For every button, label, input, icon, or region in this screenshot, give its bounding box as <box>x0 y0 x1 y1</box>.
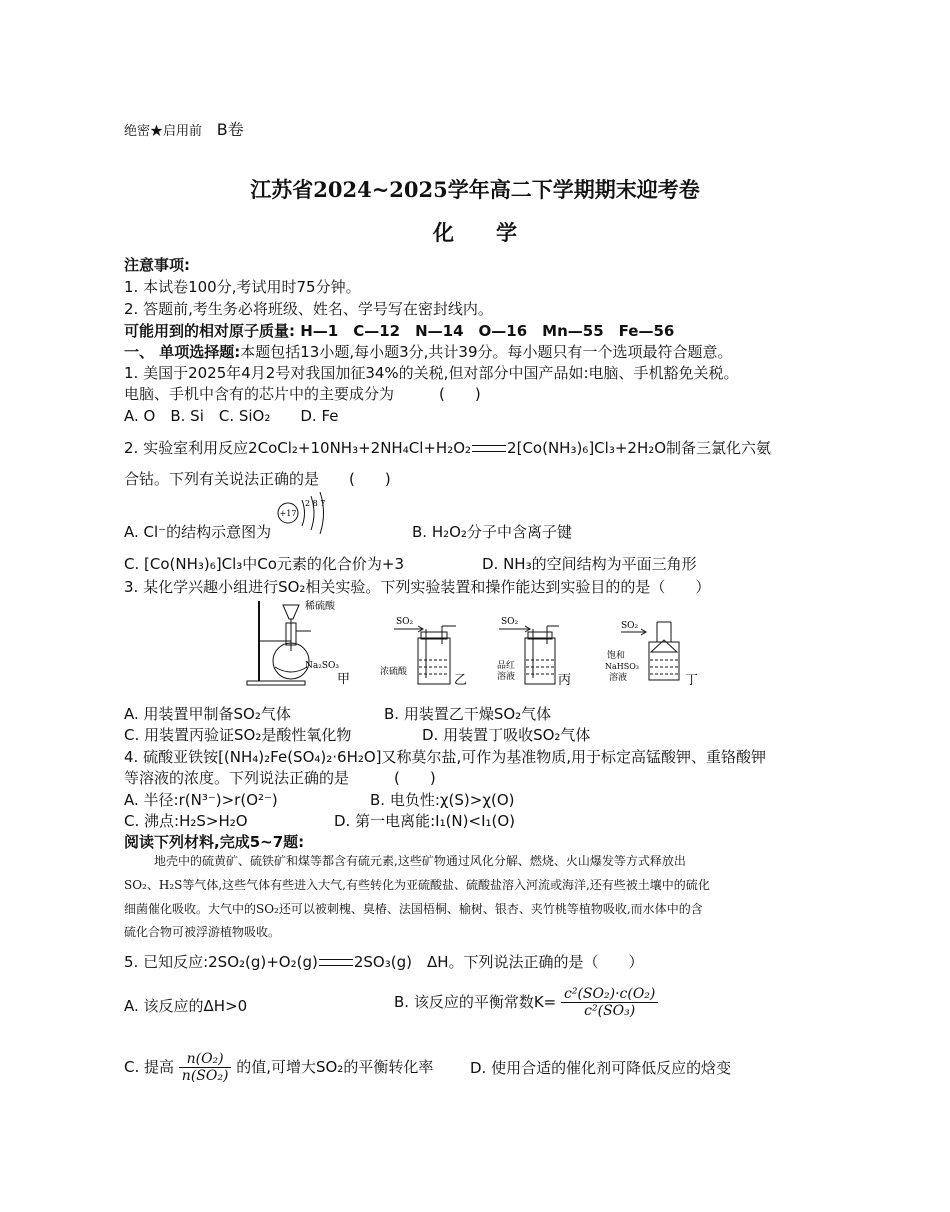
equilibrium-sign <box>472 445 506 452</box>
q5-stem-pre: 5. 已知反应:2SO₂(g)+O₂(g) <box>124 953 318 971</box>
q5-option-d: D. 使用合适的催化剂可降低反应的焓变 <box>470 1059 732 1077</box>
ding-gas-label: SO₂ <box>621 621 639 631</box>
section-1-label: 一、 单项选择题: <box>124 343 241 361</box>
fraction-denominator: n(SO₂) <box>181 1068 229 1084</box>
q4-option-c: C. 沸点:H₂S>H₂O <box>124 812 248 830</box>
q2-stem <box>124 437 771 458</box>
reagent-nahso3: NaHSO₃ <box>605 662 639 671</box>
q5-option-a: A. 该反应的ΔH>0 <box>124 997 248 1015</box>
yi-gas-label: SO₂ <box>396 617 414 627</box>
q2-stem-pre: 2. 实验室利用反应2CoCl₂+10NH₃+2NH₄Cl+H₂O₂ <box>124 439 472 457</box>
q5-option-c <box>124 1051 433 1084</box>
note-2: 2. 答题前,考生务必将班级、姓名、学号写在密封线内。 <box>124 300 493 318</box>
apparatus-label-ding: 丁 <box>685 673 699 688</box>
apparatus-jia <box>245 597 360 689</box>
atomic-masses: 可能用到的相对原子质量: H—1 C—12 N—14 O—16 Mn—55 Fe—56 <box>124 322 675 340</box>
section-1-desc: 本题包括13小题,每小题3分,共计39分。每小题只有一个选项最符合题意。 <box>240 343 733 361</box>
q5-option-b <box>394 986 658 1019</box>
equilibrium-sign <box>319 959 353 966</box>
reading-p4: 硫化合物可被浮游植物吸收。 <box>124 925 281 939</box>
reading-p1: 地壳中的硫黄矿、硫铁矿和煤等都含有硫元素,这些矿物通过风化分解、燃烧、火山爆发等方式释放出 <box>154 854 686 868</box>
q2-line2: 合钴。下列有关说法正确的是 ( ) <box>124 470 391 488</box>
q3-option-c: C. 用装置丙验证SO₂是酸性氧化物 <box>124 726 352 744</box>
header-line <box>124 117 244 140</box>
chloride-ion-structure-diagram <box>274 488 334 538</box>
apparatus-label-bing: 丙 <box>558 673 572 688</box>
q5-option-b-text: B. 该反应的平衡常数K= <box>394 993 557 1011</box>
q4-option-a: A. 半径:r(N³⁻)>r(O²⁻) <box>124 791 278 809</box>
q3-option-d: D. 用装置丁吸收SO₂气体 <box>422 726 591 744</box>
q2-option-b: B. H₂O₂分子中含离子键 <box>412 523 572 541</box>
reagent-solution: 溶液 <box>609 673 628 683</box>
apparatus-ding <box>605 612 705 692</box>
reagent-pinhong-1: 品红 <box>497 661 516 671</box>
q1-options: A. O B. Si C. SiO₂ D. Fe <box>124 407 339 425</box>
reading-p3: 细菌催化吸收。大气中的SO₂还可以被刺槐、臭椿、法国梧桐、榆树、银杏、夹竹桃等植物吸收,而水体中的含 <box>124 902 703 916</box>
q1-line2: 电脑、手机中含有的芯片中的主要成分为 ( ) <box>124 385 481 403</box>
fraction-denominator: c²(SO₃) <box>584 1003 636 1019</box>
atom-nucleus-label: +17 <box>279 509 297 518</box>
apparatus-label-jia: 甲 <box>337 672 351 687</box>
reading-p2: SO₂、H₂S等气体,这些气体有些进入大气,有些转化为亚硫酸盐、硫酸盐溶入河流或海洋,还有些被土壤中的硫化 <box>124 878 710 892</box>
q3-stem: 3. 某化学兴趣小组进行SO₂相关实验。下列实验装置和操作能达到实验目的的是（ ） <box>124 578 711 596</box>
reading-heading: 阅读下列材料,完成5~7题: <box>124 833 305 851</box>
q5-stem-post: 2SO₃(g) ΔH。下列说法正确的是（ ） <box>353 953 644 971</box>
q2-option-a: A. Cl⁻的结构示意图为 <box>124 523 272 541</box>
q1-line1: 1. 美国于2025年4月2号对我国加征34%的关税,但对部分中国产品如:电脑、手机豁免关税。 <box>124 364 739 382</box>
fraction-numerator: n(O₂) <box>179 1051 232 1068</box>
q3-option-b: B. 用装置乙干燥SO₂气体 <box>384 705 552 723</box>
fraction-numerator: c²(SO₂)·c(O₂) <box>561 986 658 1003</box>
q5-stem <box>124 951 644 972</box>
q3-option-a: A. 用装置甲制备SO₂气体 <box>124 705 291 723</box>
reagent-saturated: 饱和 <box>607 651 626 661</box>
apparatus-yi <box>378 612 473 692</box>
q4-option-b: B. 电负性:χ(S)>χ(O) <box>370 791 515 809</box>
subject-title: 化 学 <box>433 220 517 245</box>
q4-option-d: D. 第一电离能:I₁(N)<I₁(O) <box>334 812 516 830</box>
notes-heading: 注意事项: <box>124 256 190 274</box>
q2-option-d: D. NH₃的空间结构为平面三角形 <box>482 555 697 573</box>
q5-option-c-pre: C. 提高 <box>124 1058 175 1076</box>
mole-ratio-fraction <box>179 1051 232 1084</box>
atom-shells-label: 2 8 7 <box>305 499 326 508</box>
volume-label: B卷 <box>216 120 244 139</box>
apparatus-label-yi: 乙 <box>454 673 468 688</box>
section-1-header <box>124 341 733 362</box>
reagent-conc-h2so4: 浓硫酸 <box>380 667 408 677</box>
q2-stem-post: 2[Co(NH₃)₆]Cl₃+2H₂O制备三氯化六氨 <box>507 439 772 457</box>
equilibrium-constant-fraction <box>561 986 658 1019</box>
reagent-na2so3: Na₂SO₃ <box>305 661 340 671</box>
bing-gas-label: SO₂ <box>501 617 519 627</box>
q2-option-c: C. [Co(NH₃)₆]Cl₃中Co元素的化合价为+3 <box>124 555 405 573</box>
reagent-pinhong-2: 溶液 <box>497 672 516 682</box>
secret-label: 绝密★启用前 <box>124 124 203 139</box>
reagent-dilute-h2so4: 稀硫酸 <box>305 601 335 612</box>
exam-title: 江苏省2024~2025学年高二下学期期末迎考卷 <box>250 177 700 202</box>
q4-line1: 4. 硫酸亚铁铵[(NH₄)₂Fe(SO₄)₂·6H₂O]又称莫尔盐,可作为基准物质,用于标定高锰酸钾、重铬酸钾 <box>124 748 767 766</box>
q4-line2: 等溶液的浓度。下列说法正确的是 ( ) <box>124 769 436 787</box>
apparatus-bing <box>495 612 580 692</box>
note-1: 1. 本试卷100分,考试用时75分钟。 <box>124 278 361 296</box>
q5-option-c-post: 的值,可增大SO₂的平衡转化率 <box>236 1058 434 1076</box>
